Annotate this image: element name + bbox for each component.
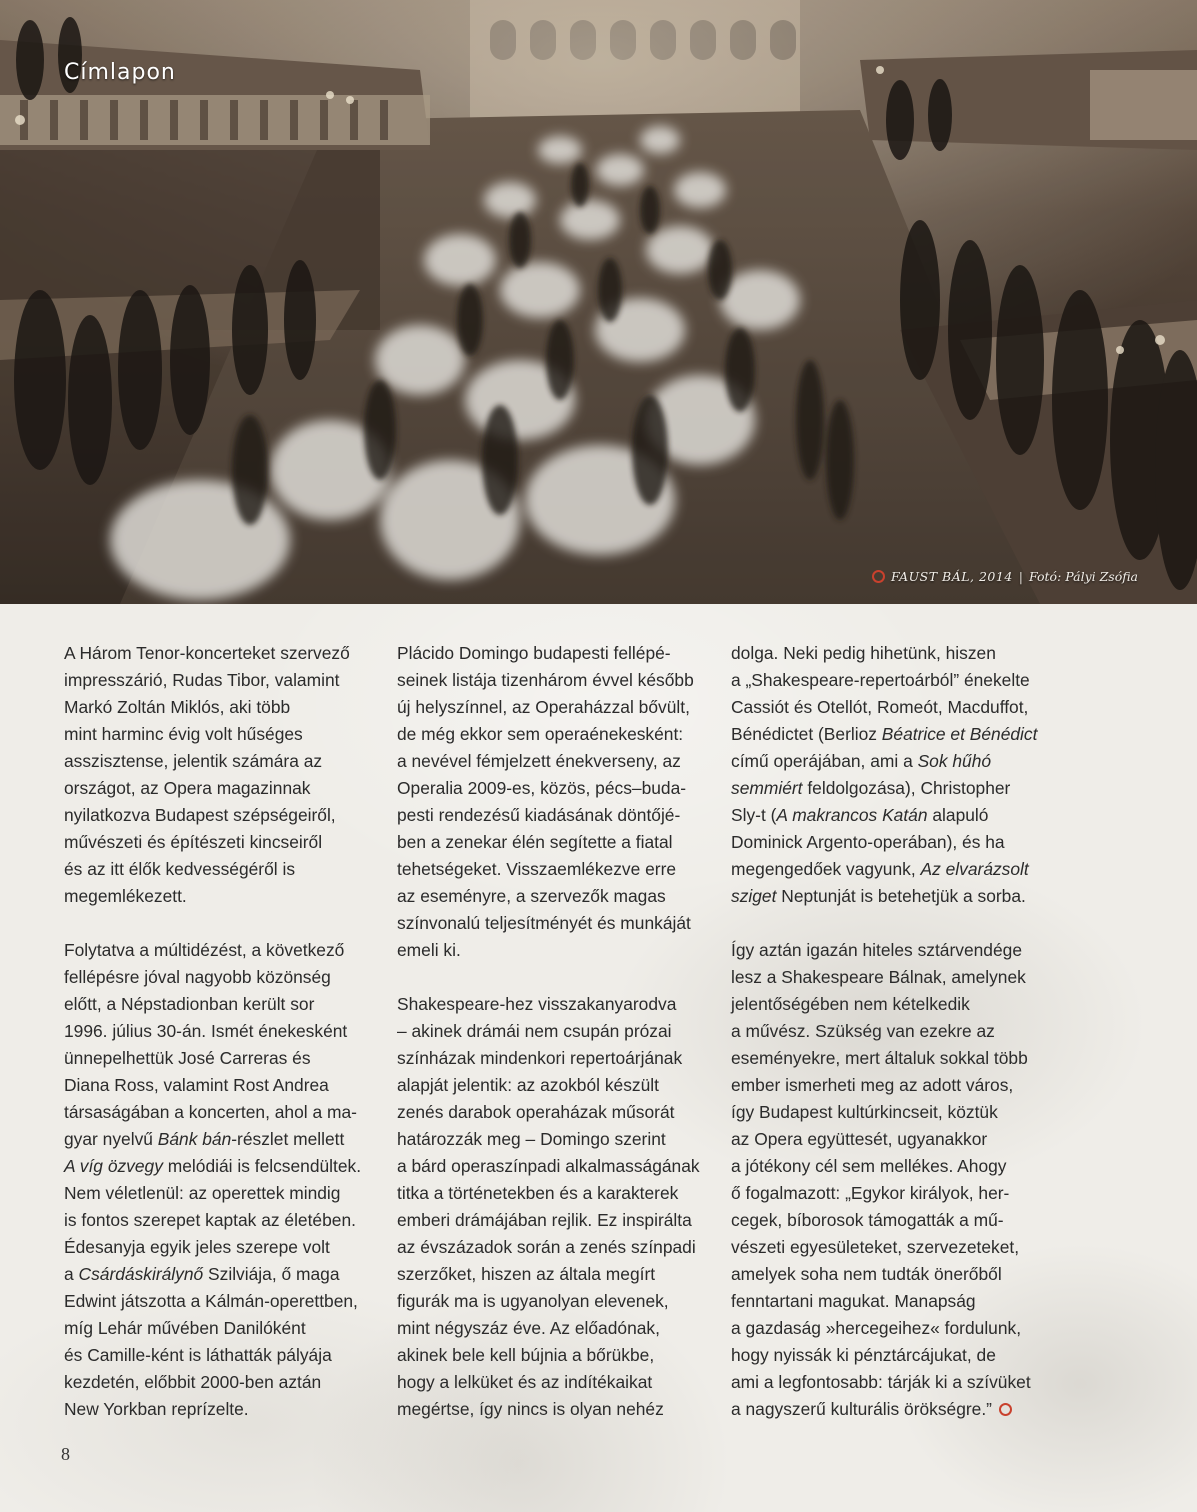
paragraph [397,991,712,1423]
text-line: a bárd operaszínpadi alkalmasságának [397,1156,700,1176]
text-line: ben a zenekar élén segítette a fiatal [397,832,673,852]
text-line: vészeti egyesületeket, szervezeteket, [731,1237,1020,1257]
text-line: megengedőek vagyunk, Az elvarázsolt [731,859,1029,879]
text-line: pesti rendezésű kiadásának döntőjé- [397,805,681,825]
text-line: megemlékezett. [64,886,187,906]
text-column-3 [731,640,1041,1450]
caption-title: FAUST BÁL, 2014 [891,568,1013,584]
text-line: jelentőségében nem kételkedik [731,994,970,1014]
text-line: szerzőket, hiszen az általa megírt [397,1264,656,1284]
text-line: de még ekkor sem operaénekesként: [397,724,684,744]
text-line: Sly-t (A makrancos Katán alapuló [731,805,989,825]
ring-bullet-icon [872,570,885,583]
text-line: és Camille-ként is láthatták pályája [64,1345,332,1365]
text-line: Nem véletlenül: az operettek mindig [64,1183,341,1203]
text-line: Édesanyja egyik jeles szerepe volt [64,1237,330,1257]
text-line: Cassiót és Otellót, Romeót, Macduffot, [731,697,1029,717]
text-line: míg Lehár művében Danilóként [64,1318,306,1338]
text-line: hogy a lelküket és az indítékaikat [397,1372,653,1392]
text-line: cegek, bíborosok támogatták a mű- [731,1210,1004,1230]
text-line: ember ismerheti meg az adott város, [731,1075,1014,1095]
text-line: emberi drámájában rejlik. Ez inspirálta [397,1210,692,1230]
text-line: New Yorkban reprízelte. [64,1399,249,1419]
text-line: megértse, így nincs is olyan nehéz [397,1399,664,1419]
text-line: Shakespeare-hez visszakanyarodva [397,994,677,1014]
caption-separator: | [1018,568,1024,584]
text-line: Operalia 2009-es, közös, pécs–buda- [397,778,687,798]
text-line: a nevével fémjelzett énekverseny, az [397,751,681,771]
text-line: asszisztense, jelentik számára az [64,751,323,771]
paragraph [731,640,1041,910]
text-line: Így aztán igazán hiteles sztárvendége [731,940,1022,960]
text-line: A víg özvegy melódiái is felcsendültek. [64,1156,362,1176]
text-line: az eseményre, a szervezők magas [397,886,666,906]
text-line: emeli ki. [397,940,461,960]
text-line: határozzák meg – Domingo szerint [397,1129,666,1149]
text-line: Markó Zoltán Miklós, aki több [64,697,291,717]
text-line: ünnepelhettük José Carreras és [64,1048,311,1068]
text-line: mint négyszáz éve. Az előadónak, [397,1318,660,1338]
text-line: a nagyszerű kulturális örökségre.” [731,1396,1041,1423]
text-line: ami a legfontosabb: tárják ki a szívüket [731,1372,1031,1392]
text-line: így Budapest kultúrkincseit, köztük [731,1102,998,1122]
text-line: kezdetén, előbbit 2000-ben aztán [64,1372,322,1392]
text-line: alapját jelentik: az azokból készült [397,1075,659,1095]
text-line: nyilatkozva Budapest szépségeiről, [64,805,336,825]
text-line: a „Shakespeare-repertoárból” énekelte [731,670,1030,690]
text-line: A Három Tenor-koncerteket szervező [64,643,350,663]
text-line: társaságában a koncerten, ahol a ma- [64,1102,357,1122]
text-line: semmiért feldolgozása), Christopher [731,778,1011,798]
text-line: mint harminc évig volt hűséges [64,724,303,744]
ballroom-photo [0,0,1197,604]
paragraph [731,937,1041,1423]
text-line: a művész. Szükség van ezekre az [731,1021,995,1041]
text-line: színházak mindenkori repertoárjának [397,1048,683,1068]
text-line: ő fogalmazott: „Egykor királyok, her- [731,1183,1010,1203]
text-line: művészeti és építészeti kincseiről [64,832,323,852]
text-line: gyar nyelvű Bánk bán-részlet mellett [64,1129,345,1149]
paragraph [64,937,374,1423]
text-line: eseményekre, mert általuk sokkal több [731,1048,1028,1068]
caption-credit: Fotó: Pályi Zsófia [1029,568,1139,584]
text-line: Folytatva a múltidézést, a következő [64,940,345,960]
page-number: 8 [61,1444,70,1464]
text-line: a Csárdáskirálynő Szilviája, ő maga [64,1264,340,1284]
text-column-2 [397,640,712,1450]
text-line: Edwint játszotta a Kálmán-operettben, [64,1291,358,1311]
section-label: Címlapon [64,60,176,85]
text-line: fellépésre jóval nagyobb közönség [64,967,331,987]
text-line: is fontos szerepet kaptak az életében. [64,1210,356,1230]
text-line: zenés darabok operaházak műsorát [397,1102,675,1122]
text-line: impresszárió, Rudas Tibor, valamint [64,670,340,690]
photo-caption [872,566,1138,586]
text-line: akinek bele kell bújnia a bőrükbe, [397,1345,655,1365]
text-line: – akinek drámái nem csupán prózai [397,1021,672,1041]
text-line: című operájában, ami a Sok hűhó [731,751,992,771]
text-line: 1996. július 30-án. Ismét énekesként [64,1021,348,1041]
text-line: fenntartani magukat. Manapság [731,1291,976,1311]
text-line: Plácido Domingo budapesti fellépé- [397,643,671,663]
text-line: az évszázadok során a zenés színpadi [397,1237,696,1257]
text-line: dolga. Neki pedig hihetünk, hiszen [731,643,996,663]
text-line: országot, az Opera magazinnak [64,778,311,798]
text-line: amelyek soha nem tudták önerőből [731,1264,1002,1284]
text-line: az Opera együttesét, ugyanakkor [731,1129,988,1149]
text-line: és az itt élők kedvességéről is [64,859,296,879]
text-line: hogy nyissák ki pénztárcájukat, de [731,1345,996,1365]
paragraph [397,640,712,964]
text-line: új helyszínnel, az Operaházzal bővült, [397,697,690,717]
text-line: a jótékony cél sem mellékes. Ahogy [731,1156,1007,1176]
text-line: tehetségeket. Visszaemlékezve erre [397,859,677,879]
ballroom-photo-illustration [0,0,1197,604]
text-line: Dominick Argento-operában), és ha [731,832,1005,852]
text-line: seinek listája tizenhárom évvel később [397,670,694,690]
end-mark-icon [999,1403,1012,1416]
text-line: Diana Ross, valamint Rost Andrea [64,1075,329,1095]
text-line: lesz a Shakespeare Bálnak, amelynek [731,967,1026,987]
text-line: előtt, a Népstadionban került sor [64,994,315,1014]
paragraph [64,640,374,910]
text-line: Bénédictet (Berlioz Béatrice et Bénédict [731,724,1038,744]
text-line: titka a történetekben és a karakterek [397,1183,679,1203]
text-line: a gazdaság »hercegeihez« fordulunk, [731,1318,1022,1338]
text-column-1 [64,640,374,1450]
text-line: sziget Neptunját is betehetjük a sorba. [731,886,1026,906]
text-line: színvonalú teljesítményét és munkáját [397,913,691,933]
text-line: figurák ma is ugyanolyan elevenek, [397,1291,669,1311]
